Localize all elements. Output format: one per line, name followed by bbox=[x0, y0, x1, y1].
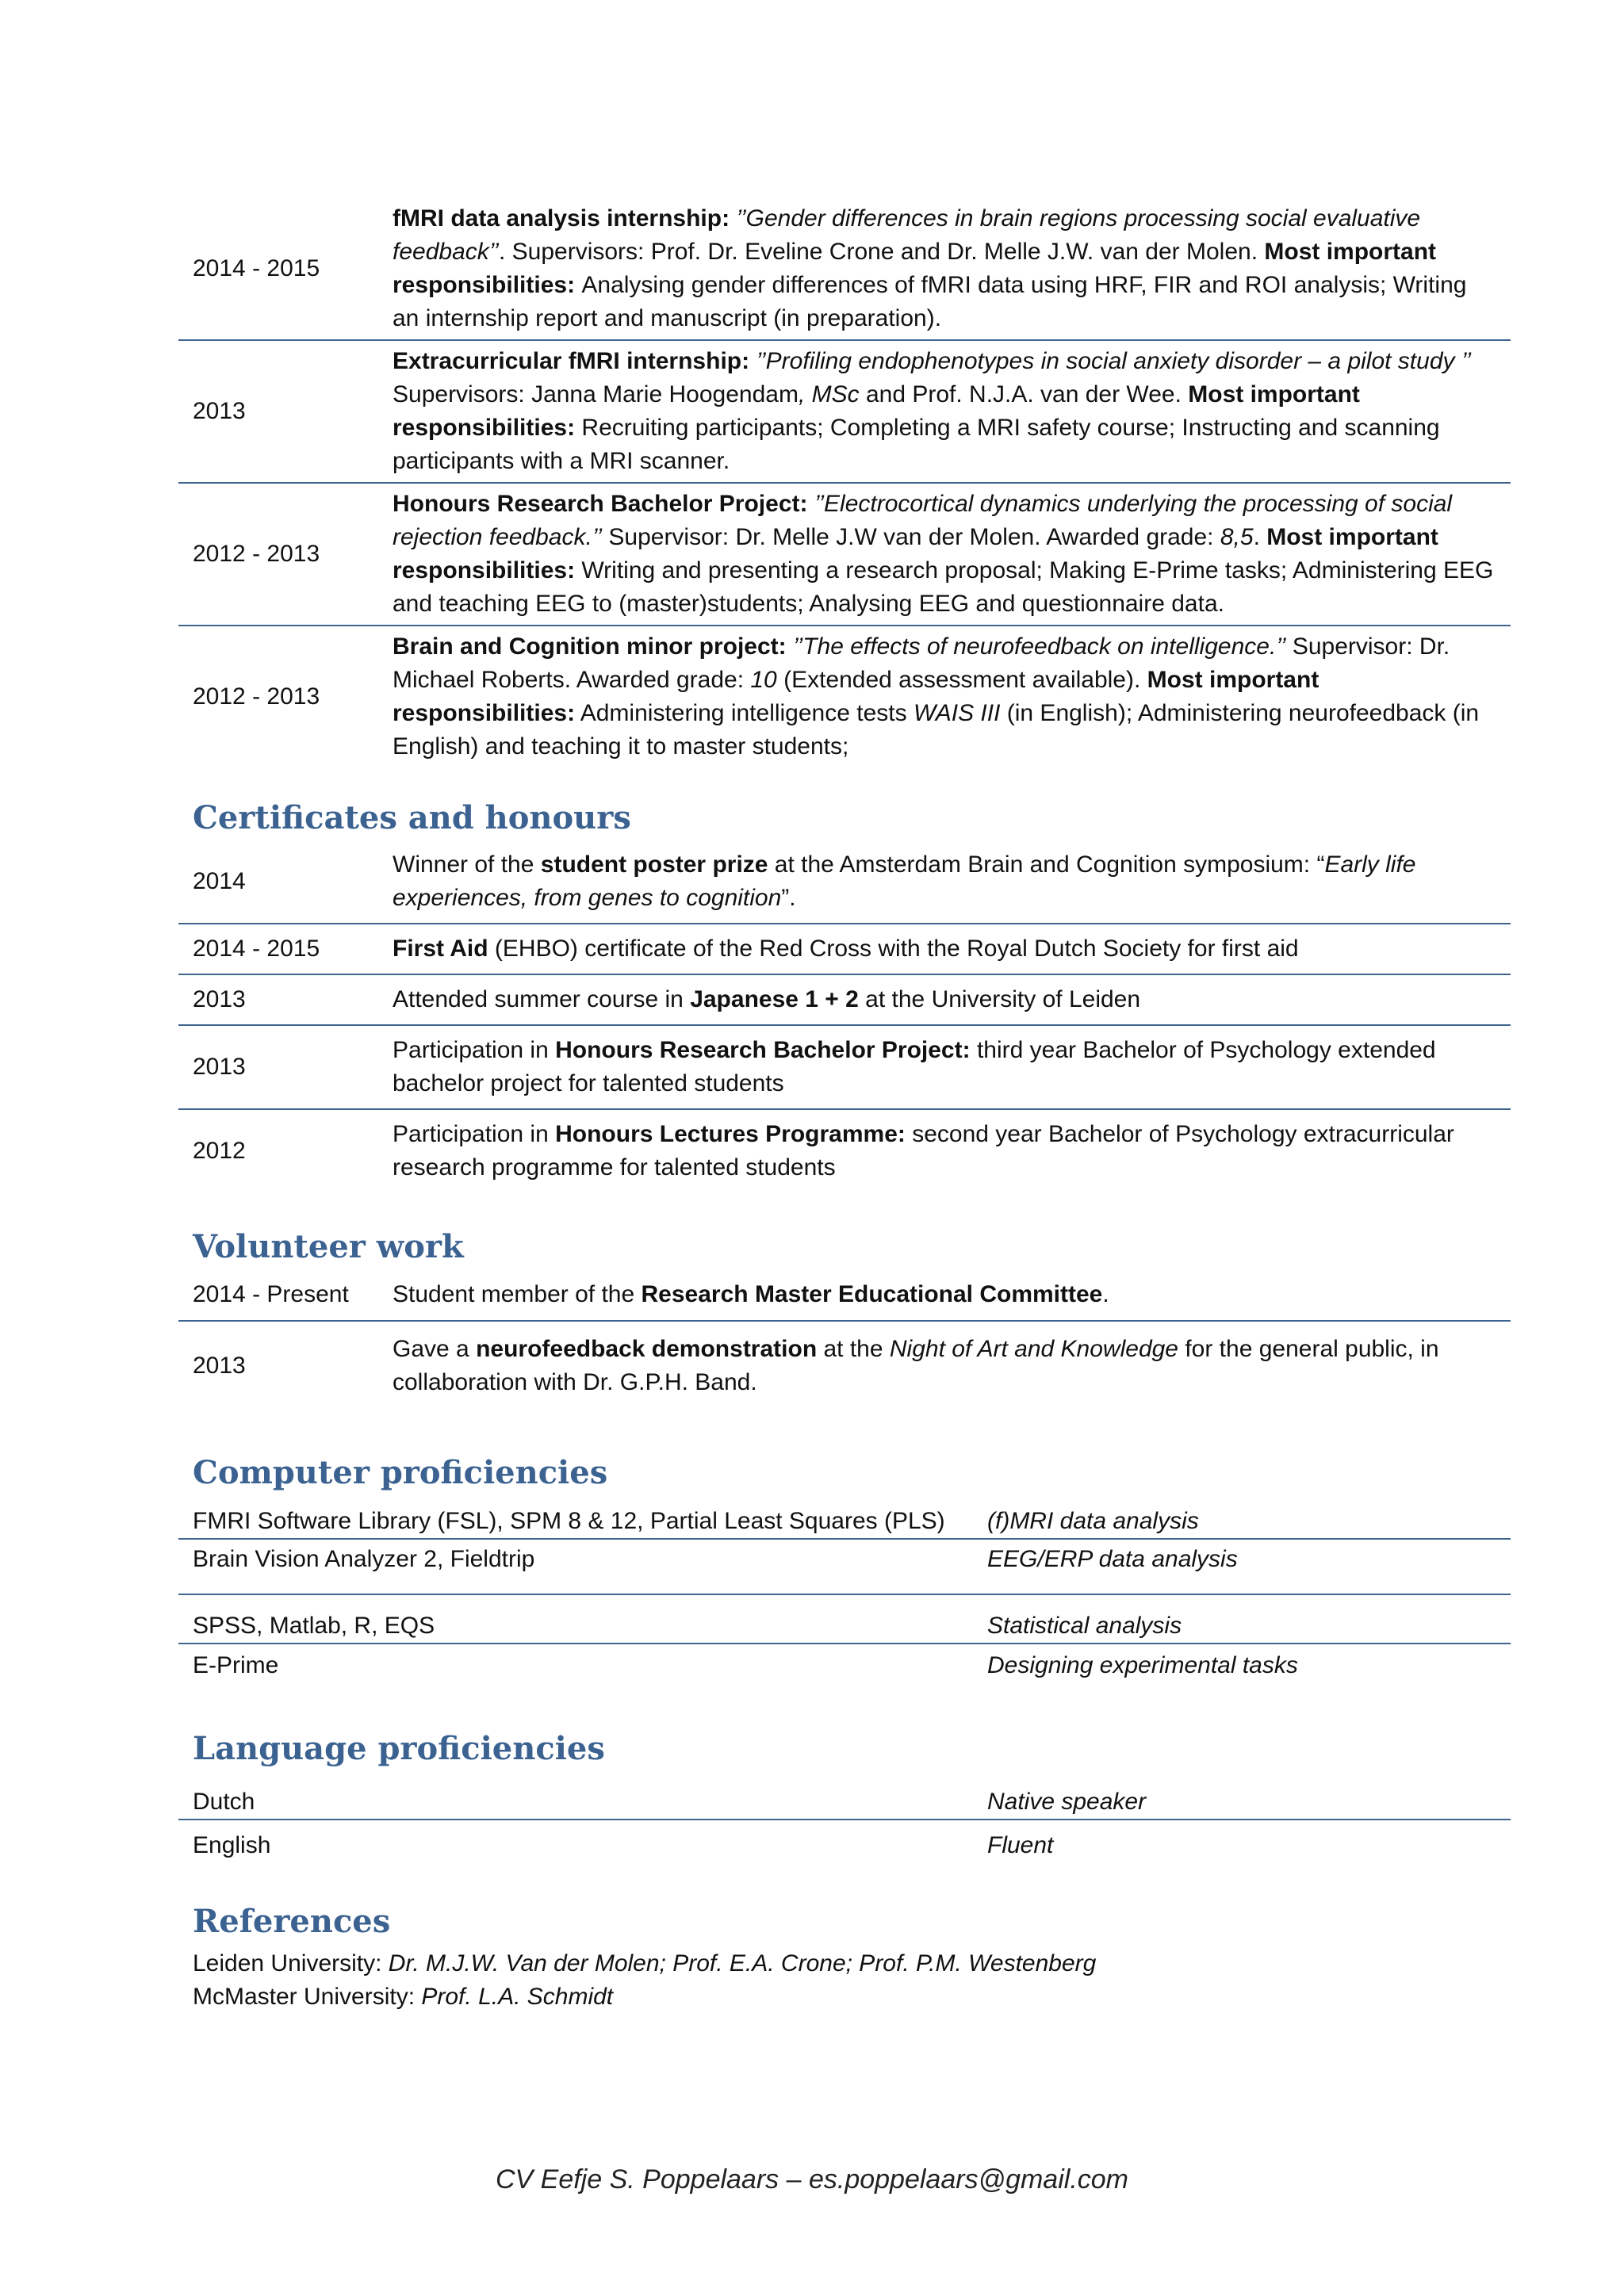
bold-text: Most important responsibilities: bbox=[393, 667, 1320, 726]
references-section bbox=[178, 1900, 1511, 2014]
certificates-section bbox=[178, 796, 1511, 1192]
row-description bbox=[393, 980, 1511, 1020]
page-footer: CV Eefje S. Poppelaars – es.poppelaars@gmail.com bbox=[495, 2164, 1129, 2195]
bold-text: Extracurricular fMRI internship: bbox=[393, 348, 756, 374]
text-run: third year Bachelor of Psychology extended bachelor project for talented students bbox=[393, 1037, 1436, 1096]
text-run: (in English); Administering neurofeedback (in English) and teaching it to master students; bbox=[393, 700, 1480, 760]
section-heading: Language proficiencies bbox=[193, 1730, 605, 1767]
language-level: Native speaker bbox=[987, 1789, 1147, 1815]
experience-row bbox=[178, 626, 1511, 767]
proficiency-row bbox=[178, 1644, 1511, 1687]
reference-names: Prof. L.A. Schmidt bbox=[421, 1984, 614, 2010]
text-run: and Prof. N.J.A. van der Wee. bbox=[859, 381, 1189, 408]
row-date: 2014 - Present bbox=[193, 1281, 349, 1307]
language-section bbox=[178, 1727, 1511, 1871]
row-date: 2012 - 2013 bbox=[193, 541, 320, 567]
row-description bbox=[393, 342, 1511, 481]
text-run: Supervisor: Dr. Melle J.W van der Molen. Awarded grade: bbox=[602, 524, 1220, 550]
bold-text: Honours Research Bachelor Project: bbox=[555, 1037, 971, 1063]
proficiency-use: Statistical analysis bbox=[987, 1613, 1182, 1639]
text-run: Gave a bbox=[393, 1336, 477, 1362]
computer-section bbox=[178, 1451, 1511, 1687]
bold-text: neurofeedback demonstration bbox=[476, 1336, 818, 1362]
row-description bbox=[393, 929, 1511, 969]
italic-text: ’’Gender differences in brain regions processing social evaluative feedback’’ bbox=[393, 205, 1421, 265]
proficiency-row bbox=[178, 1595, 1511, 1644]
language-row bbox=[178, 1771, 1511, 1820]
text-run: Recruiting participants; Completing a MRI safety course; Instructing and scanning participants with a MRI scanner. bbox=[393, 415, 1440, 474]
bold-text: Japanese 1 + 2 bbox=[690, 986, 859, 1012]
row-date: 2012 - 2013 bbox=[193, 683, 320, 710]
row-description bbox=[393, 1031, 1511, 1104]
language-name: English bbox=[193, 1832, 271, 1858]
row-date: 2014 - 2015 bbox=[193, 936, 320, 962]
text-run: Analysing gender differences of fMRI data using HRF, FIR and ROI analysis; Writing an internship report and manuscript (in preparation). bbox=[393, 272, 1467, 331]
text-run: Supervisor: Dr. Michael Roberts. Awarded grade: bbox=[393, 633, 1450, 693]
text-run: (Extended assessment available). bbox=[776, 667, 1147, 693]
row-description bbox=[393, 845, 1511, 918]
bold-text: Most important responsibilities: bbox=[393, 381, 1360, 441]
experience-row bbox=[178, 341, 1511, 484]
proficiency-tool: E-Prime bbox=[193, 1652, 279, 1678]
row-date: 2013 bbox=[193, 398, 246, 424]
bold-text: Most important responsibilities: bbox=[393, 524, 1438, 584]
reference-institution: McMaster University: bbox=[193, 1984, 422, 2010]
italic-text: 10 bbox=[750, 667, 777, 693]
italic-text: ’’Electrocortical dynamics underlying the processing of social rejection feedback.’’ bbox=[393, 491, 1453, 550]
section-heading: Volunteer work bbox=[193, 1228, 464, 1265]
certificate-row bbox=[178, 1110, 1511, 1192]
proficiency-use: (f)MRI data analysis bbox=[987, 1508, 1199, 1534]
text-run: . Supervisors: Prof. Dr. Eveline Crone and Dr. Melle J.W. van der Molen. bbox=[498, 239, 1265, 265]
text-run: . bbox=[1253, 524, 1267, 550]
text-run: at the University of Leiden bbox=[858, 986, 1141, 1012]
row-description bbox=[393, 484, 1511, 624]
text-run: ”. bbox=[781, 885, 796, 911]
text-run: Attended summer course in bbox=[393, 986, 691, 1012]
proficiency-row bbox=[178, 1540, 1511, 1595]
certificate-row bbox=[178, 1026, 1511, 1110]
row-date: 2014 bbox=[193, 868, 246, 894]
volunteer-row bbox=[178, 1322, 1511, 1410]
bold-text: fMRI data analysis internship: bbox=[393, 205, 737, 232]
reference-line bbox=[178, 1947, 1511, 1980]
text-run: Supervisors: Janna Marie Hoogendam bbox=[393, 381, 799, 408]
italic-text: 8,5 bbox=[1220, 524, 1254, 550]
certificate-row bbox=[178, 975, 1511, 1026]
bold-text: Honours Lectures Programme: bbox=[555, 1121, 906, 1147]
row-date: 2012 bbox=[193, 1138, 246, 1164]
proficiency-use: Designing experimental tasks bbox=[987, 1652, 1298, 1678]
proficiency-tool: Brain Vision Analyzer 2, Fieldtrip bbox=[193, 1546, 535, 1572]
proficiency-tool: SPSS, Matlab, R, EQS bbox=[193, 1613, 435, 1639]
volunteer-section bbox=[178, 1225, 1511, 1410]
bold-text: student poster prize bbox=[540, 851, 768, 878]
bold-text: Most important responsibilities: bbox=[393, 239, 1437, 298]
italic-text: ’’Profiling endophenotypes in social anxiety disorder – a pilot study ’’ bbox=[756, 348, 1472, 374]
proficiency-use: EEG/ERP data analysis bbox=[987, 1546, 1238, 1572]
volunteer-row bbox=[178, 1269, 1511, 1322]
text-run: at the Amsterdam Brain and Cognition symposium: “ bbox=[768, 851, 1325, 878]
row-date: 2014 - 2015 bbox=[193, 255, 320, 281]
row-date: 2013 bbox=[193, 1054, 246, 1080]
experience-section bbox=[178, 198, 1511, 767]
reference-institution: Leiden University: bbox=[193, 1950, 389, 1976]
row-description bbox=[393, 1330, 1511, 1402]
certificate-row bbox=[178, 840, 1511, 924]
text-run: Participation in bbox=[393, 1121, 556, 1147]
section-heading: Computer proficiencies bbox=[193, 1454, 608, 1491]
language-level: Fluent bbox=[987, 1832, 1054, 1858]
bold-text: Brain and Cognition minor project: bbox=[393, 633, 793, 660]
italic-text: WAIS III bbox=[913, 700, 1001, 726]
row-description bbox=[393, 1275, 1511, 1314]
certificate-row bbox=[178, 924, 1511, 975]
italic-text: , MSc bbox=[798, 381, 860, 408]
bold-text: Research Master Educational Committee bbox=[641, 1281, 1103, 1307]
italic-text: ’’The effects of neurofeedback on intelligence.’’ bbox=[793, 633, 1286, 660]
text-run: Student member of the bbox=[393, 1281, 642, 1307]
text-run: Winner of the bbox=[393, 851, 541, 878]
row-description bbox=[393, 1115, 1511, 1188]
italic-text: Night of Art and Knowledge bbox=[889, 1336, 1178, 1362]
reference-names: Dr. M.J.W. Van der Molen; Prof. E.A. Crone; Prof. P.M. Westenberg bbox=[388, 1950, 1097, 1976]
row-date: 2013 bbox=[193, 986, 246, 1012]
text-run: Writing and presenting a research proposal; Making E-Prime tasks; Administering EEG and teaching EEG to (master)students; Analysing EEG and questionnaire data. bbox=[393, 557, 1494, 617]
section-heading: Certificates and honours bbox=[193, 799, 631, 836]
bold-text: Honours Research Bachelor Project: bbox=[393, 491, 814, 517]
proficiency-tool: FMRI Software Library (FSL), SPM 8 & 12, Partial Least Squares (PLS) bbox=[193, 1508, 945, 1534]
text-run: Administering intelligence tests bbox=[575, 700, 914, 726]
text-run: at the bbox=[817, 1336, 890, 1362]
proficiency-row bbox=[178, 1495, 1511, 1540]
bold-text: First Aid bbox=[393, 936, 488, 962]
text-run: for the general public, in collaboration with Dr. G.P.H. Band. bbox=[393, 1336, 1439, 1395]
language-name: Dutch bbox=[193, 1789, 255, 1815]
text-run: second year Bachelor of Psychology extracurricular research programme for talented students bbox=[393, 1121, 1454, 1181]
experience-row bbox=[178, 198, 1511, 341]
row-description bbox=[393, 627, 1511, 767]
row-date: 2013 bbox=[193, 1353, 246, 1379]
language-row bbox=[178, 1820, 1511, 1871]
row-description bbox=[393, 199, 1511, 339]
section-heading: References bbox=[193, 1903, 391, 1940]
text-run: . bbox=[1102, 1281, 1109, 1307]
reference-line bbox=[178, 1980, 1511, 2014]
text-run: (EHBO) certificate of the Red Cross with the Royal Dutch Society for first aid bbox=[488, 936, 1299, 962]
text-run: Participation in bbox=[393, 1037, 556, 1063]
italic-text: Early life experiences, from genes to cognition bbox=[393, 851, 1416, 911]
experience-row bbox=[178, 484, 1511, 626]
